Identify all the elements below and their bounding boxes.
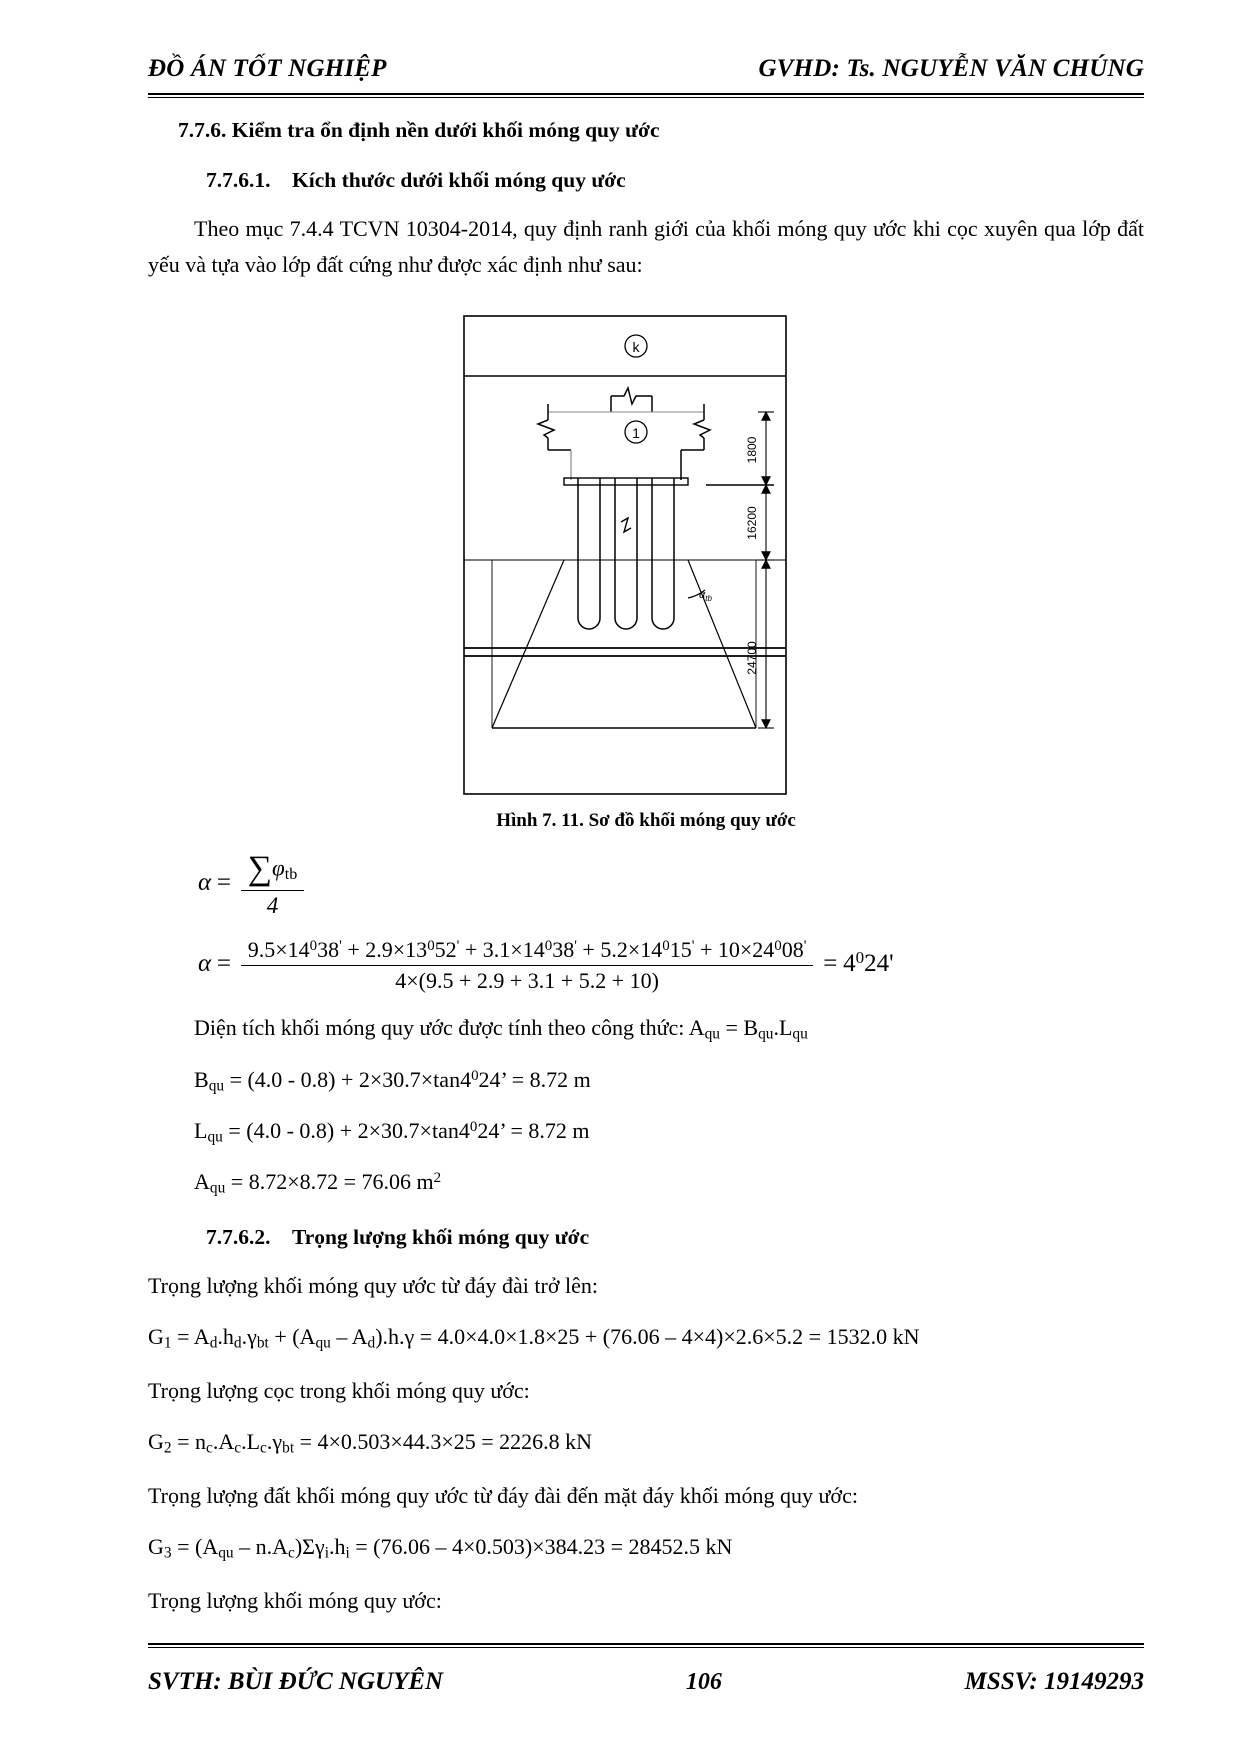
subsection-number: 7.7.6.1. [206,168,271,193]
formula-alpha2-lhs: α [198,950,212,978]
line-g3 [148,1529,1144,1566]
g3-expression: = $(A_{qu} - n.A_c)\Sigma\gamma_i.h_i = (76.06 - 4\times 0.503)\times 384.23 = 28452.5$ kN [171,1534,733,1562]
g2-symbol: G [148,1429,164,1455]
subsection2-number: 7.7.6.2. [206,1224,271,1249]
lqu-subscript: qu [207,1128,223,1146]
bqu-result: 24’ = 8.72 m [478,1066,591,1092]
formula-alpha2-numerator: $9.5\times 14^038' + 2.9\times 13^052' + 3.1\times 14^038' + 5.2\times 14^015' + 10\times 24^008'$ [241,937,814,966]
formula-alpha-lhs: α [198,869,212,897]
g2-subscript: 2 [163,1439,172,1457]
foundation-block-diagram [456,308,836,798]
pile-right [652,478,674,629]
footer-left-text: SVTH: BÙI ĐỨC NGUYÊN [148,1668,444,1695]
page-footer [148,1668,1144,1696]
footer-right-text: MSSV: 19149293 [964,1668,1144,1695]
dimension-1800: 1800 [745,437,759,464]
figure-caption: Hình 7. 11. Sơ đồ khối móng quy ước [496,810,796,832]
area-intro-mid2: .L [773,1015,793,1041]
formula-alpha2-result-equals: = [823,950,838,978]
pile-left [578,478,600,629]
line-g2 [148,1424,1144,1461]
footer-divider [148,1643,1144,1648]
bqu-expression: = (4.0 - 0.8) + 2×30.7×tan4 [224,1066,472,1092]
subsection-heading-7-7-6-1 [206,165,1144,195]
area-intro-text: Diện tích khối móng quy ước được tính theo công thức: A [194,1015,705,1041]
line-aqu [194,1164,1144,1201]
line-final-intro: Trọng lượng khối móng quy ước: [148,1587,442,1613]
g2-expression: = $n_c.A_c.L_c.\gamma_{bt} = 4\times 0.503\times 44.3\times 25 = 2226.8$ kN [171,1429,593,1457]
area-intro-sub1: qu [704,1025,720,1043]
header-right-text: GVHD: Ts. NGUYỄN VĂN CHÚNG [758,55,1144,82]
sigma-symbol: ∑ [247,850,272,888]
spread-line-left [492,560,564,728]
phi-subscript: tb [284,866,298,884]
layer-marker-1-label: 1 [632,425,640,442]
g1-symbol: G [148,1324,164,1350]
page-number: 106 [685,1669,722,1695]
section-heading-7-7-6: 7.7.6. Kiểm tra ổn định nền dưới khối móng quy ước [178,118,660,142]
lqu-expression: = (4.0 - 0.8) + 2×30.7×tan4 [222,1118,470,1144]
phi-symbol: φ [271,856,285,882]
formula-alpha-computation [198,937,1144,994]
g3-symbol: G [148,1534,164,1560]
g1-expression: = $A_d.h_d.\gamma_{bt} + (A_{qu} - A_d).h.\gamma = 4.0\times 4.0\times 1.8\times 25 + (76.06 - 4\times 4)\times 2.6\times 5.2 = 1532.0$ kN [171,1324,920,1352]
aqu-subscript: qu [209,1179,226,1197]
formula-alpha2-equals: = [216,950,231,978]
header-divider [148,93,1144,98]
bqu-degree: 0 [471,1067,479,1084]
lqu-symbol: L [194,1118,208,1144]
line-bqu [194,1062,1144,1099]
g3-subscript: 3 [163,1544,172,1562]
aqu-symbol: A [194,1169,210,1195]
bqu-symbol: B [194,1066,209,1092]
line-area-formula-intro [194,1010,1144,1047]
line-g1-intro: Trọng lượng khối móng quy ước từ đáy đài trở lên: [148,1272,598,1298]
page-header [148,55,1144,83]
subsection-heading-7-7-6-2 [206,1222,1144,1252]
line-lqu [194,1113,1144,1150]
pile-center [615,478,637,629]
dimension-24700: 24700 [745,641,759,676]
subsection2-title: Trọng lượng khối móng quy ước [292,1224,590,1249]
formula-alpha2-denominator: 4×(9.5 + 2.9 + 3.1 + 5.2 + 10) [395,968,659,994]
bqu-subscript: qu [208,1077,225,1095]
header-left-text: ĐỒ ÁN TỐT NGHIỆP [148,55,387,82]
line-g2-intro: Trọng lượng cọc trong khối móng quy ước: [148,1377,530,1403]
subsection-title: Kích thước dưới khối móng quy ước [292,168,626,193]
dimension-16200: 16200 [745,506,759,541]
document-content [148,106,1144,1618]
formula-alpha-definition [198,850,1144,919]
formula-alpha-fraction [241,850,305,919]
area-intro-sub2: qu [758,1025,774,1043]
paragraph-standard-reference: Theo mục 7.4.4 TCVN 10304-2014, quy định ranh giới của khối móng quy ước khi cọc xuyên qua lớp đất yếu và tựa vào lớp đất cứng như được xác định như sau: [148,216,1144,277]
formula-alpha-equals: = [216,869,231,897]
line-g1 [148,1319,1144,1356]
lqu-degree: 0 [469,1118,478,1135]
g1-subscript: 1 [163,1334,172,1352]
area-intro-mid: = B [719,1015,759,1041]
figure-block [148,308,1144,832]
area-intro-sub3: qu [792,1025,808,1043]
angle-label: $\alpha_{tb}$ [699,589,712,604]
lqu-result: 24’ = 8.72 m [477,1118,590,1144]
formula-alpha-denominator: 4 [266,893,279,919]
aqu-superscript: 2 [433,1170,442,1187]
formula-alpha2-fraction [241,937,814,994]
aqu-expression: = 8.72×8.72 = 76.06 m [225,1169,434,1195]
layer-marker-k-label: k [632,339,640,356]
formula-alpha-numerator [241,850,305,891]
line-g3-intro: Trọng lượng đất khối móng quy ước từ đáy đài đến mặt đáy khối móng quy ước: [148,1482,858,1508]
formula-alpha2-result: $4^024'$ [843,948,894,978]
